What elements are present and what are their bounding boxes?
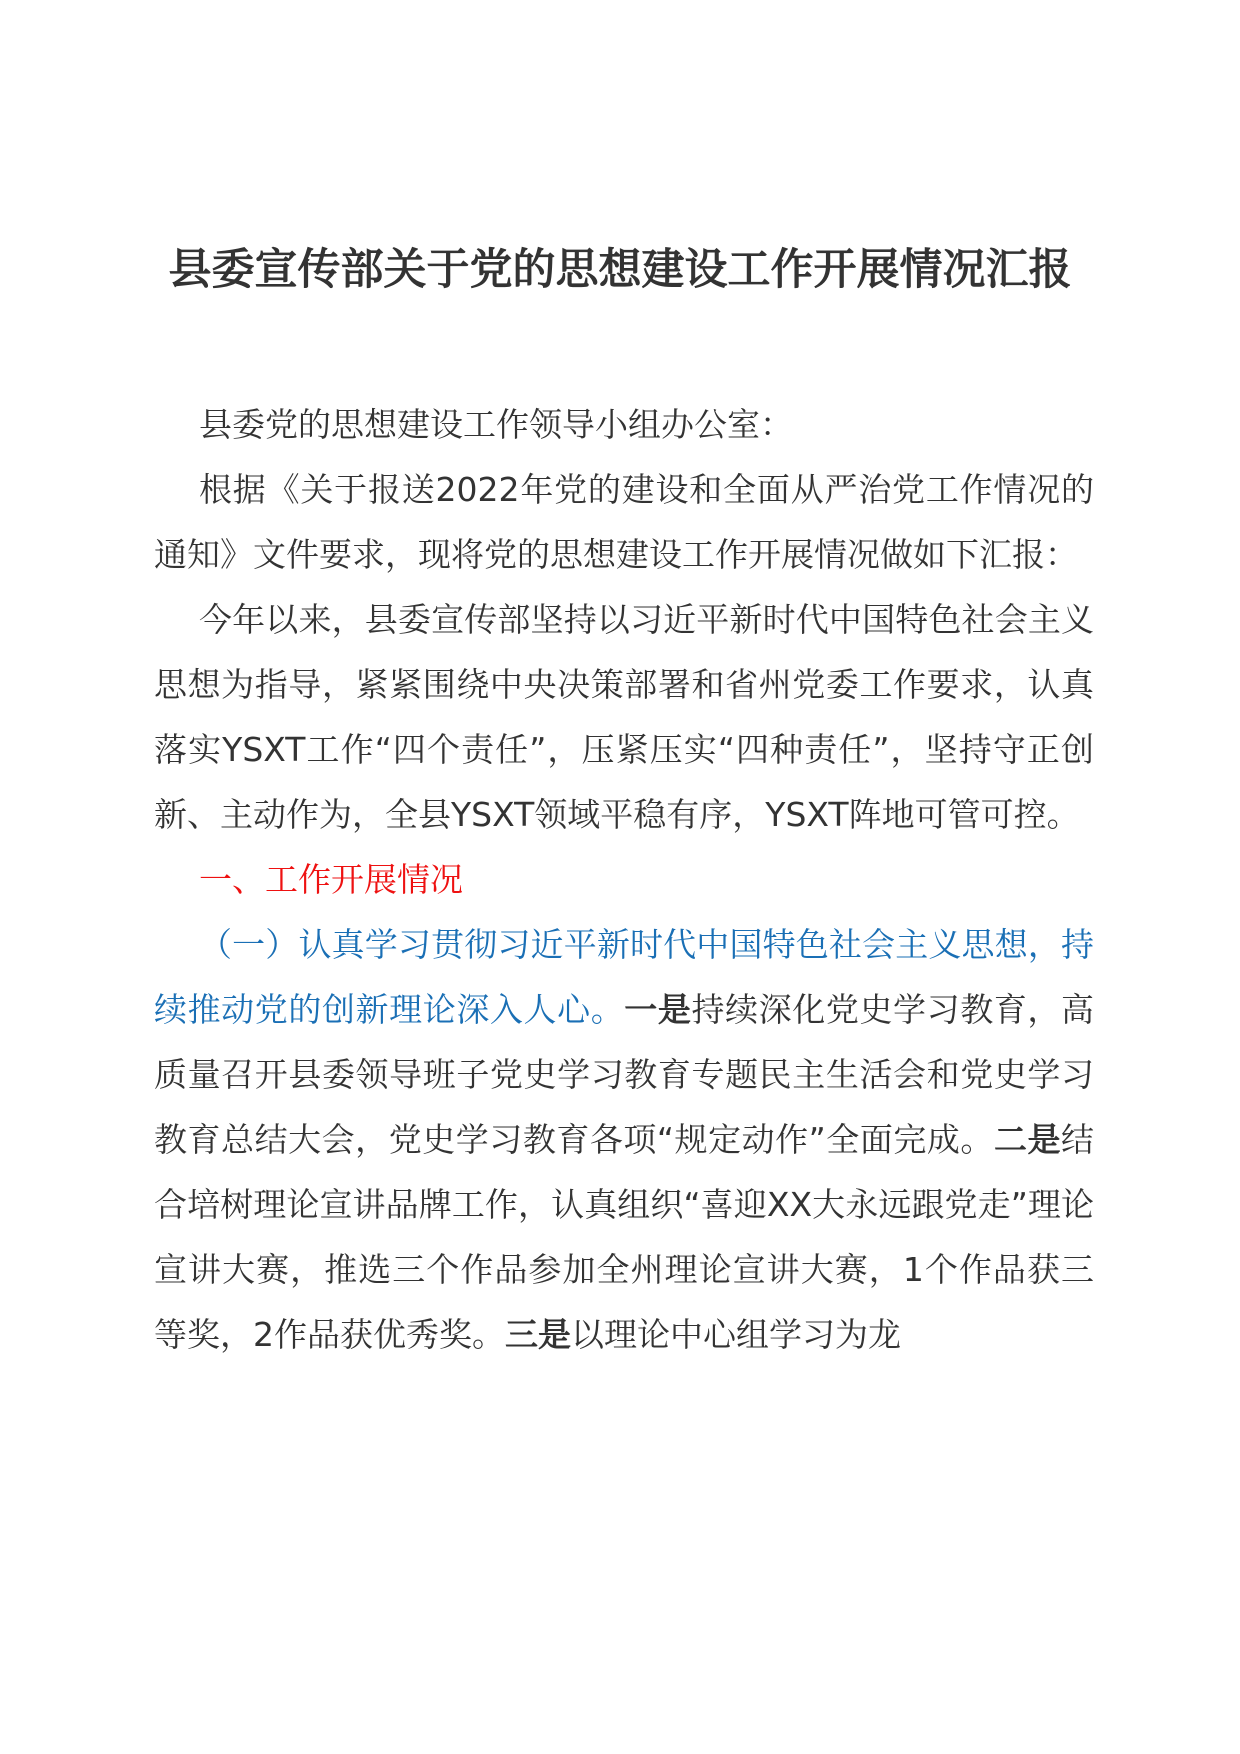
point-label: 二是 — [993, 1120, 1061, 1159]
salutation: 县委党的思想建设工作领导小组办公室： — [199, 405, 793, 444]
subsection-heading: （一）认真学习贯彻习近平新时代中国特色社会主义思想，持续推动党的创新理论深入人心。 — [154, 925, 1094, 1029]
section-heading: 一、工作开展情况 — [199, 860, 463, 899]
point-text: 结合培树理论宣讲品牌工作，认真组织“喜迎XX大永远跟党走”理论宣讲大赛，推选三个作品参加全州理论宣讲大赛，1个作品获三等奖，2作品获优秀奖。 — [154, 1120, 1094, 1354]
intro-paragraph: 根据《关于报送2022年党的建设和全面从严治党工作情况的通知》文件要求，现将党的思想建设工作开展情况做如下汇报： — [154, 470, 1094, 574]
overview-paragraph: 今年以来，县委宣传部坚持以习近平新时代中国特色社会主义思想为指导，紧紧围绕中央决策部署和省州党委工作要求，认真落实YSXT工作“四个责任”，压紧压实“四种责任”，坚持守正创新、主动作为，全县YSXT领域平稳有序，YSXT阵地可管可控。 — [154, 600, 1094, 834]
point-label: 一是 — [624, 990, 692, 1029]
point-text: 持续深化党史学习教育，高质量召开县委领导班子党史学习教育专题民主生活会和党史学习教育总结大会，党史学习教育各项“规定动作”全面完成。 — [154, 990, 1095, 1159]
document-body — [154, 392, 1094, 1367]
point-label: 三是 — [505, 1315, 571, 1354]
subsection-paragraph — [154, 912, 1094, 1367]
document-title: 县委宣传部关于党的思想建设工作开展情况汇报 — [168, 245, 1072, 295]
point-text: 以理论中心组学习为龙 — [571, 1315, 901, 1354]
